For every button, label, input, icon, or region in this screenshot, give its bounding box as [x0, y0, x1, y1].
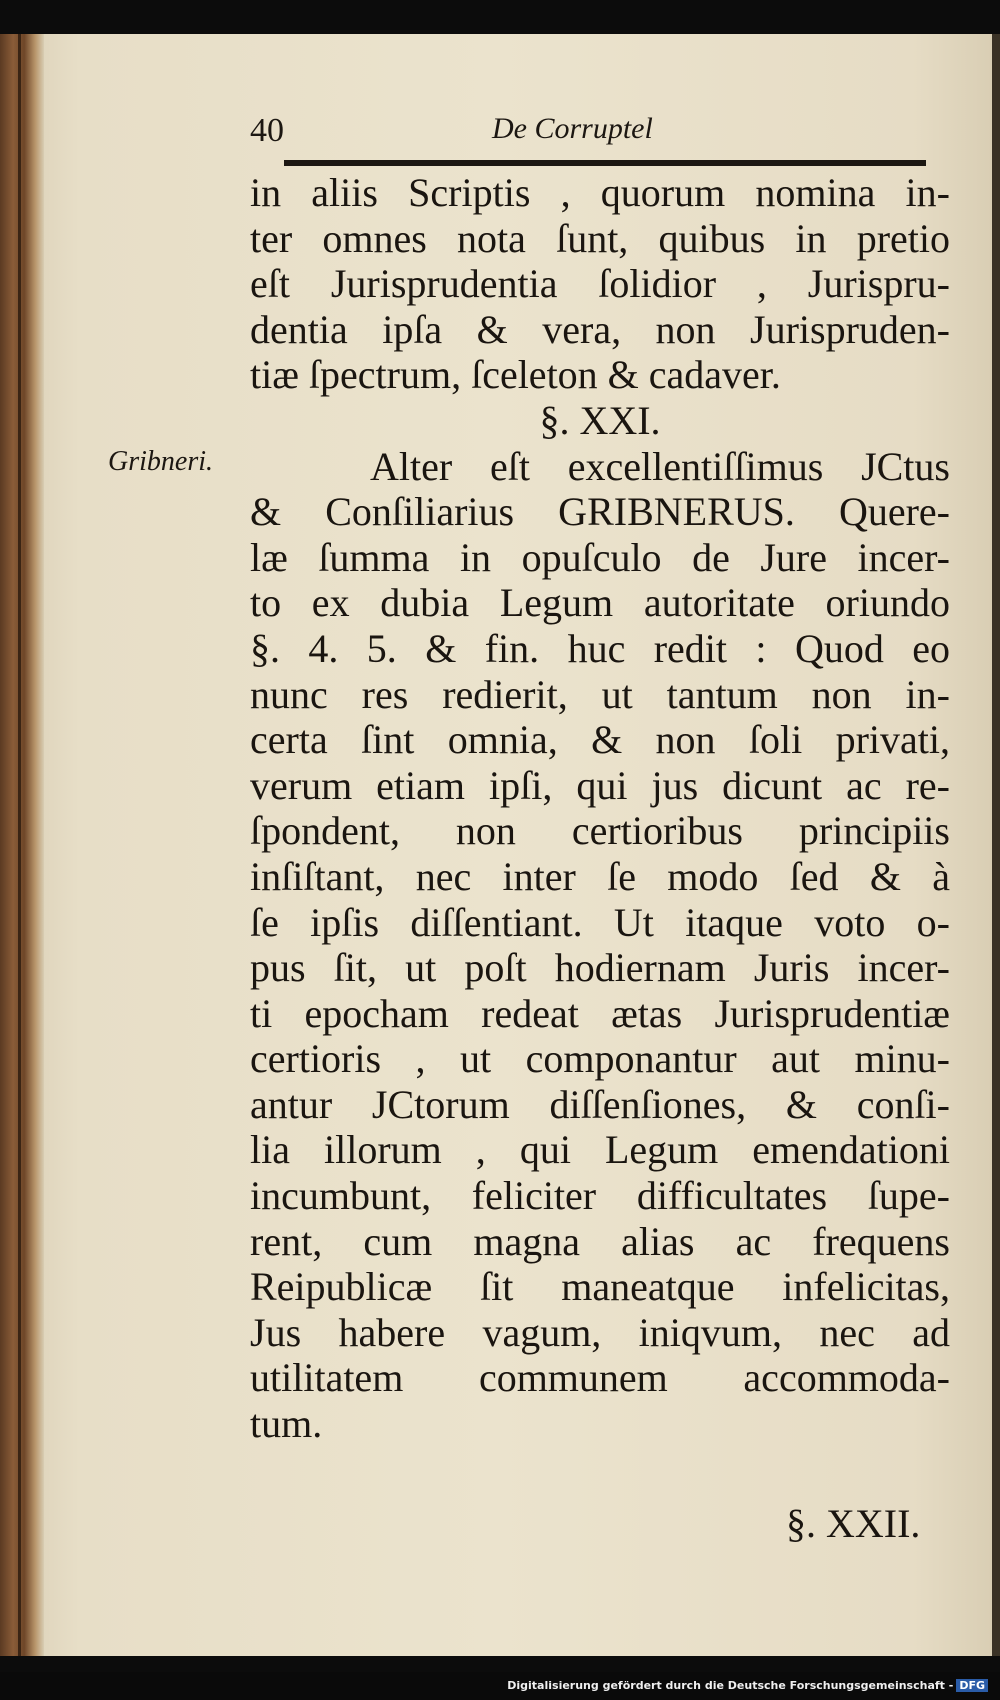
- body-text: [250, 170, 950, 1447]
- text-line: Alter eſt excellentiſſimus JCtus: [370, 443, 950, 489]
- text-line: tiæ ſpectrum, ſceleton & cadaver.: [250, 352, 781, 398]
- section-heading: §. XXI.: [539, 397, 661, 443]
- text-line: certa ſint omnia, & non ſoli privati,: [250, 717, 950, 763]
- text-line: Reipublicæ ſit maneatque infelicitas,: [250, 1264, 950, 1310]
- text-line: inſiſtant, nec inter ſe modo ſed & à: [250, 853, 950, 899]
- text-line: ti epocham redeat ætas Jurisprudentiæ: [250, 990, 950, 1036]
- text-line: læ ſumma in opuſculo de Jure incer-: [250, 534, 950, 580]
- text-line: antur JCtorum diſſenſiones, & conſi-: [250, 1081, 950, 1127]
- book-spine-edge: [0, 34, 44, 1656]
- dfg-logo: DFG: [956, 1679, 988, 1692]
- margin-note: Gribneri.: [108, 446, 213, 477]
- text-line: certioris , ut componantur aut minu-: [250, 1036, 950, 1082]
- text-line: tum.: [250, 1401, 323, 1447]
- text-line: & Conſiliarius GRIBNERUS. Quere-: [250, 489, 950, 535]
- page-number: 40: [250, 112, 284, 149]
- page-right-edge: [992, 34, 1000, 1656]
- text-line: ter omnes nota ſunt, quibus in pretio: [250, 215, 950, 261]
- text-line: ſpondent, non certioribus principiis: [250, 808, 950, 854]
- text-line: ſe ipſis diſſentiant. Ut itaque voto o-: [250, 899, 950, 945]
- text-line: to ex dubia Legum autoritate oriundo: [250, 580, 950, 626]
- text-line: incumbunt, feliciter difficultates ſupe-: [250, 1173, 950, 1219]
- text-line: lia illorum , qui Legum emendationi: [250, 1127, 950, 1173]
- funding-credit: [507, 1679, 988, 1692]
- text-line: pus ſit, ut poſt hodiernam Juris incer-: [250, 945, 950, 991]
- running-title: De Corruptel: [492, 112, 653, 145]
- header-rule: [284, 160, 926, 166]
- text-line: Jus habere vagum, iniqvum, nec ad: [250, 1309, 950, 1355]
- text-line: dentia ipſa & vera, non Jurispruden-: [250, 306, 950, 352]
- text-line: eſt Jurisprudentia ſolidior , Jurispru-: [250, 261, 950, 307]
- text-line: in aliis Scriptis , quorum nomina in-: [250, 170, 950, 215]
- text-line: utilitatem communem accommoda-: [250, 1355, 950, 1401]
- catchword: §. XXII.: [786, 1501, 921, 1546]
- funding-credit-text: Digitalisierung gefördert durch die Deutsche Forschungsgemeinschaft -: [507, 1679, 954, 1692]
- text-line: verum etiam ipſi, qui jus dicunt ac re-: [250, 762, 950, 808]
- page-header: [250, 112, 930, 162]
- text-line: rent, cum magna alias ac frequens: [250, 1218, 950, 1264]
- spine-line: [18, 34, 21, 1656]
- text-line: §. 4. 5. & fin. huc redit : Quod eo: [250, 625, 950, 671]
- text-line: nunc res redierit, ut tantum non in-: [250, 671, 950, 717]
